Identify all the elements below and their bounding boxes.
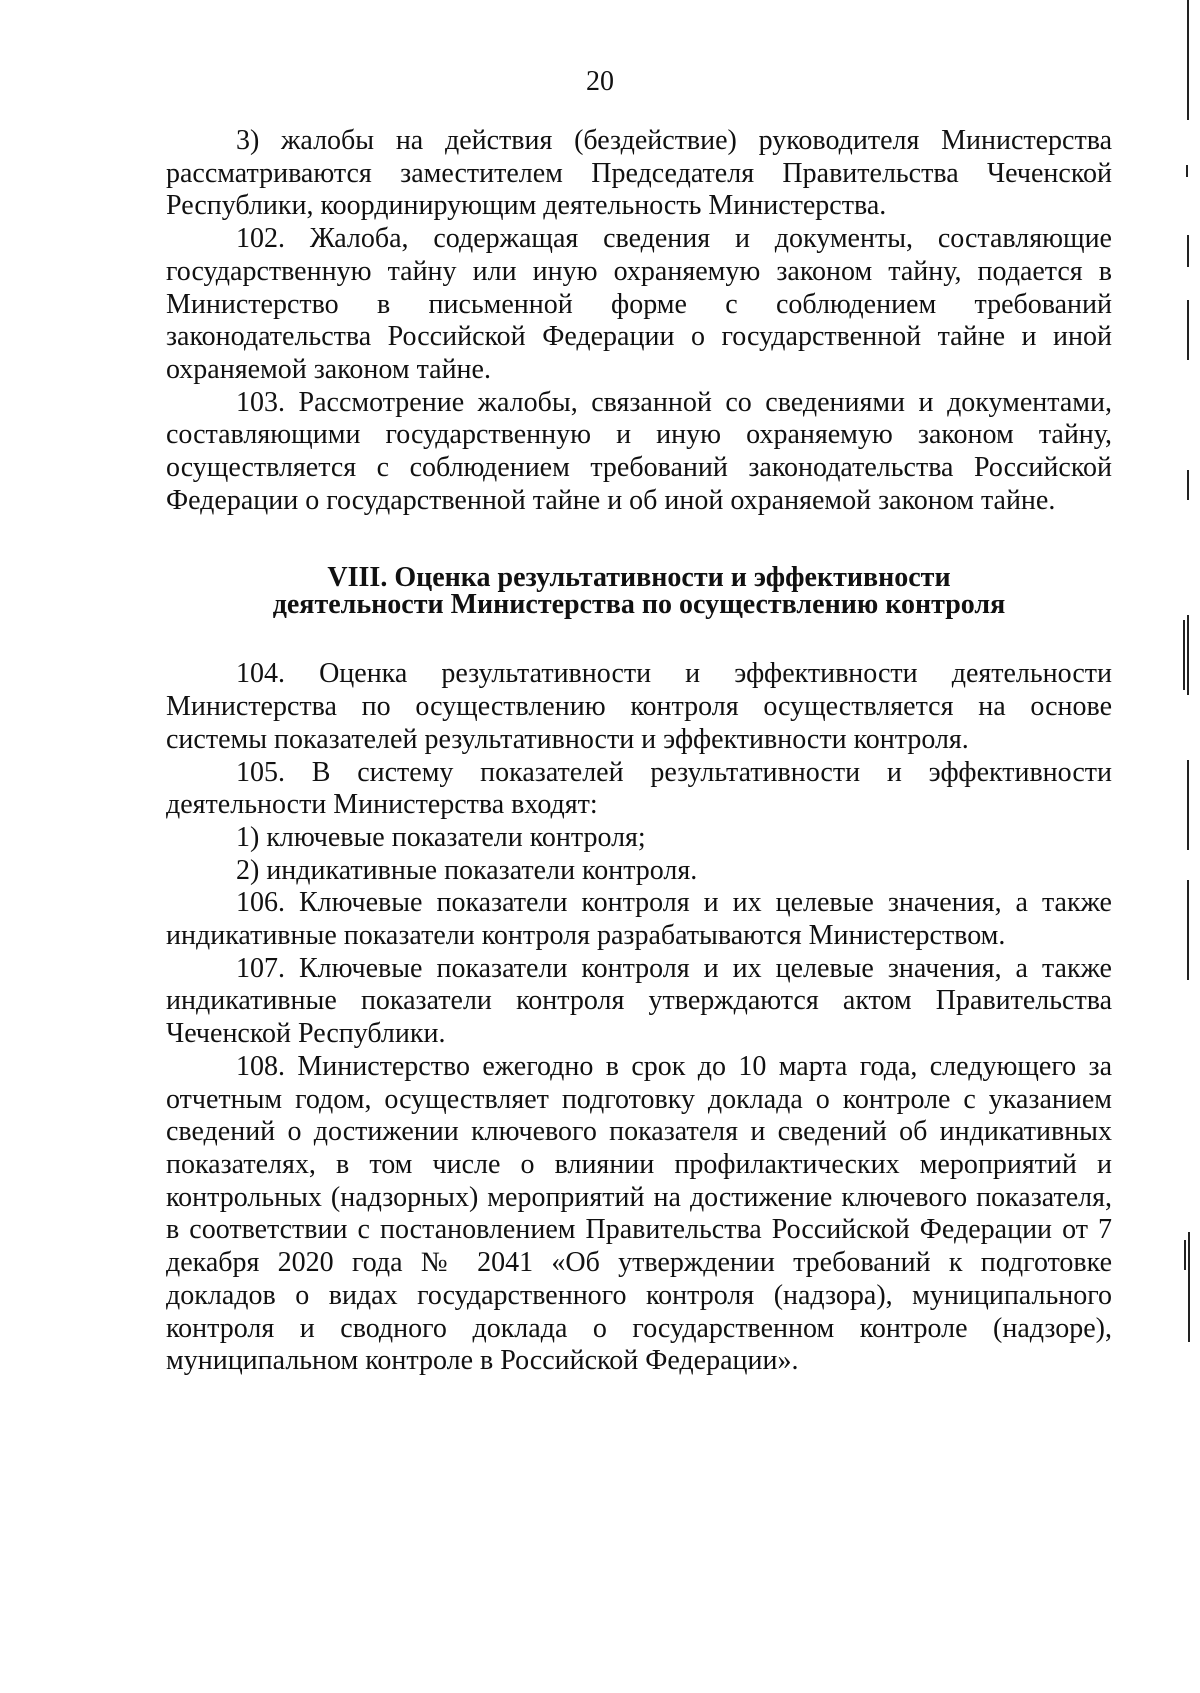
scan-margin-mark [1187,0,1189,120]
section-heading-line-1: VIII. Оценка результативности и эффективности [327,562,951,594]
paragraph-103: 103. Рассмотрение жалобы, связанной со сведениями и документами, составляющими государственную и иную охраняемую законом тайну, осуществляется с соблюдением требований законодательства Российской Федерации о государственной тайне и об иной охраняемой законом тайне. [166,386,1112,516]
scan-margin-mark [1186,165,1188,177]
list-item-1: 1) ключевые показатели контроля; [236,821,646,853]
scan-margin-mark [1187,615,1189,695]
paragraph-107: 107. Ключевые показатели контроля и их целевые значения, а также индикативные показатели контроля утверждаются актом Правительства Чеченской Республики. [166,952,1112,1050]
scan-margin-mark [1187,760,1189,850]
scan-margin-mark [1183,620,1185,690]
section-heading-viii [166,562,1112,621]
scan-margin-mark [1187,880,1189,980]
paragraph-108: 108. Министерство ежегодно в срок до 10 марта года, следующего за отчетным годом, осуществляет подготовку доклада о контроле с указанием сведений о достижении ключевого показателя и сведений об индикативных показателях, в том числе о влиянии профилактических мероприятий и контрольных (надзорных) мероприятий на достижение ключевого показателя, в соответствии с постановлением Правительства Российской Федерации от 7 декабря 2020 года № 2041 «Об утверждении требований к подготовке докладов о видах государственного контроля (надзора), муниципального контроля и сводного доклада о государственном контроле (надзоре), муниципальном контроле в Российской Федерации». [166,1050,1112,1377]
section-heading-line-2: деятельности Министерства по осуществлению контроля [272,589,1006,621]
document-body [166,125,1112,1378]
list-item-2: 2) индикативные показатели контроля. [236,854,698,886]
scan-margin-mark [1188,1232,1190,1342]
scan-margin-mark [1187,235,1189,267]
scan-margin-mark [1187,470,1189,500]
paragraph-102: 102. Жалоба, содержащая сведения и документы, составляющие государственную тайну или иную охраняемую законом тайну, подается в Министерство в письменной форме с соблюдением требований законодательства Российской Федерации о государственной тайне и иной охраняемой законом тайне. [166,223,1112,385]
paragraph-3-complaints-head: 3) жалобы на действия (бездействие) руководителя Министерства рассматриваются заместителем Председателя Правительства Чеченской Республики, координирующим деятельность Министерства. [166,125,1112,222]
scan-margin-mark [1184,1240,1186,1270]
scan-margin-mark [1187,300,1189,360]
page-number: 20 [586,66,614,97]
paragraph-104: 104. Оценка результативности и эффективности деятельности Министерства по осуществлению контроля осуществляется на основе системы показателей результативности и эффективности контроля. [166,658,1112,755]
paragraph-105: 105. В систему показателей результативности и эффективности деятельности Министерства входят: [166,756,1112,821]
paragraph-106: 106. Ключевые показатели контроля и их целевые значения, а также индикативные показатели контроля разрабатываются Министерством. [166,887,1112,952]
